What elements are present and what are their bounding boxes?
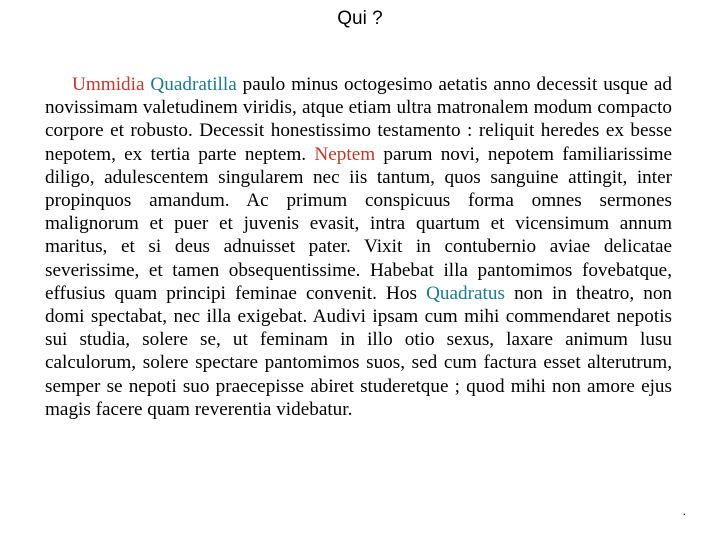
latin-passage bbox=[45, 73, 672, 421]
slide-footer-mark: . bbox=[682, 504, 686, 518]
slide-title: Qui ? bbox=[337, 8, 383, 29]
passage-text-1: paulo minus octogesimo aetatis anno decessit usque ad novissimam valetudinem viridis, atque etiam ultra matronalem modum compacto corpore et robusto. Decessit honestissimo testamento : reliquit heredes ex besse nepotem, ex tertia parte neptem. bbox=[45, 74, 673, 165]
passage-text-2: parum novi, nepotem familiarissime diligo, adulescentem singularem nec iis tantum, quos sanguine attingit, inter propinquos amandum. Ac primum conspicuus forma omnes sermones malignorum et puer et juvenis evasit, intra quartum et vicensimum annum maritus, et si deus adnuisset pater. Vixit in contubernio aviae delicatae severissime, et tamen obsequentissime. Habebat illa pantomimos fovebatque, effusius quam principi feminae convenit. Hos bbox=[45, 143, 673, 304]
name-quadratilla: Quadratilla bbox=[150, 74, 237, 95]
name-ummidia: Ummidia bbox=[72, 74, 145, 95]
passage-text-3: non in theatro, non domi spectabat, nec illa exigebat. Audivi ipsam cum mihi commendaret nepotis sui studia, solere se, ut feminam in illo otio sexus, laxare animum lusu calculorum, solere spectare pantomimos suos, sed cum factura esset alterutrum, semper se nepoti suo praecepisse abiret studeretque ; quod mihi non amore ejus magis facere quam reverentia videbatur. bbox=[45, 282, 673, 420]
name-quadratus: Quadratus bbox=[426, 282, 505, 304]
word-neptem: Neptem bbox=[314, 143, 376, 165]
